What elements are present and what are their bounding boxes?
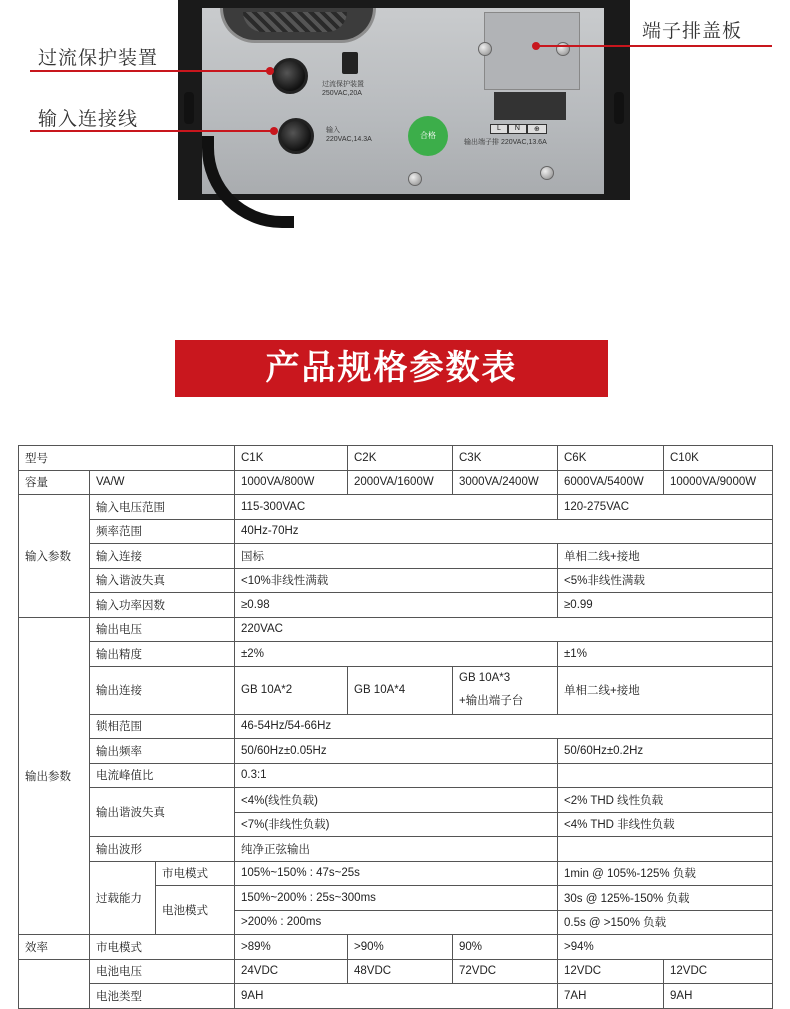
table-cell: 72VDC <box>453 959 558 984</box>
model-c10k: C10K <box>664 446 773 471</box>
rear-panel <box>202 8 604 194</box>
table-cell: 7AH <box>558 984 664 1009</box>
table-cell: 0.3:1 <box>235 763 558 788</box>
table-cell: >200% : 200ms <box>235 910 558 935</box>
table-cell: >90% <box>348 935 453 960</box>
battery-group-label <box>19 959 90 1008</box>
row-label: 输入连接 <box>90 544 235 569</box>
table-cell: >89% <box>235 935 348 960</box>
model-c6k: C6K <box>558 446 664 471</box>
sub-label: 市电模式 <box>156 861 235 886</box>
input-group-label: 输入参数 <box>19 495 90 618</box>
spec-table <box>18 445 773 1009</box>
table-cell: 48VDC <box>348 959 453 984</box>
table-row <box>19 959 773 984</box>
table-cell: 150%~200% : 25s~300ms <box>235 886 558 911</box>
table-row <box>19 714 773 739</box>
table-cell: ±2% <box>235 642 558 667</box>
side-handle <box>614 92 624 124</box>
table-cell: 单相二线+接地 <box>558 544 773 569</box>
table-cell: 40Hz-70Hz <box>235 519 773 544</box>
input-cable <box>202 136 294 228</box>
table-row <box>19 763 773 788</box>
table-cell <box>453 666 558 714</box>
table-row <box>19 519 773 544</box>
callout-dot <box>266 67 274 75</box>
terminal-block <box>494 92 566 120</box>
table-cell: 9AH <box>235 984 558 1009</box>
product-photo <box>178 0 630 200</box>
row-label: 市电模式 <box>90 935 235 960</box>
table-cell: 9AH <box>664 984 773 1009</box>
table-row <box>19 617 773 642</box>
row-label: 输出连接 <box>90 666 235 714</box>
row-label: 电池电压 <box>90 959 235 984</box>
callout-line <box>30 70 270 72</box>
table-cell: 1min @ 105%-125% 负载 <box>558 861 773 886</box>
table-row <box>19 984 773 1009</box>
table-cell: 120-275VAC <box>558 495 773 520</box>
terminal-n: N <box>508 124 527 134</box>
table-cell <box>558 837 773 862</box>
table-row <box>19 470 773 495</box>
callout-input-cable: 输入连接线 <box>38 109 139 130</box>
callout-breaker: 过流保护装置 <box>38 48 159 69</box>
table-cell: <4%(线性负载) <box>235 788 558 813</box>
table-cell: <10%非线性满载 <box>235 568 558 593</box>
table-row <box>19 495 773 520</box>
table-cell: 单相二线+接地 <box>558 666 773 714</box>
row-label: 输出谐波失真 <box>90 788 235 837</box>
row-label: 输入功率因数 <box>90 593 235 618</box>
table-cell: 90% <box>453 935 558 960</box>
side-handle <box>184 92 194 124</box>
table-cell: GB 10A*2 <box>235 666 348 714</box>
row-label: 输出电压 <box>90 617 235 642</box>
table-cell: 国标 <box>235 544 558 569</box>
table-cell: 115-300VAC <box>235 495 558 520</box>
table-row <box>19 935 773 960</box>
table-cell: GB 10A*4 <box>348 666 453 714</box>
table-cell: 46-54Hz/54-66Hz <box>235 714 773 739</box>
table-cell: 纯净正弦输出 <box>235 837 558 862</box>
table-row <box>19 593 773 618</box>
model-c2k: C2K <box>348 446 453 471</box>
row-label: 输出波形 <box>90 837 235 862</box>
row-label: 频率范围 <box>90 519 235 544</box>
table-cell: 2000VA/1600W <box>348 470 453 495</box>
table-cell: >94% <box>558 935 773 960</box>
table-cell: <2% THD 线性负载 <box>558 788 773 813</box>
table-row <box>19 861 773 886</box>
row-label: 输入谐波失真 <box>90 568 235 593</box>
breaker-knob <box>272 58 308 94</box>
table-cell: 220VAC <box>235 617 773 642</box>
row-label: 输出精度 <box>90 642 235 667</box>
table-cell: 0.5s @ >150% 负载 <box>558 910 773 935</box>
table-row <box>19 544 773 569</box>
qc-sticker: 合格 <box>408 116 448 156</box>
row-label: 输入电压范围 <box>90 495 235 520</box>
table-cell: 10000VA/9000W <box>664 470 773 495</box>
table-cell: ≥0.99 <box>558 593 773 618</box>
callout-dot <box>532 42 540 50</box>
table-cell: 24VDC <box>235 959 348 984</box>
table-cell: ±1% <box>558 642 773 667</box>
table-cell: ≥0.98 <box>235 593 558 618</box>
model-c3k: C3K <box>453 446 558 471</box>
callout-dot <box>270 127 278 135</box>
table-row <box>19 642 773 667</box>
callout-terminal-cover: 端子排盖板 <box>642 21 743 42</box>
row-label: 锁相范围 <box>90 714 235 739</box>
callout-line <box>536 45 772 47</box>
sub-label: 电池模式 <box>156 886 235 935</box>
screw-icon <box>540 166 554 180</box>
table-cell <box>558 763 773 788</box>
row-label: 输出频率 <box>90 739 235 764</box>
table-cell: <5%非线性满载 <box>558 568 773 593</box>
breaker-label: 过流保护装置 250VAC,20A <box>322 81 364 97</box>
output-group-label: 输出参数 <box>19 617 90 935</box>
table-cell: 1000VA/800W <box>235 470 348 495</box>
output-label: 输出端子排 220VAC,13.6A <box>464 139 547 146</box>
screw-icon <box>408 172 422 186</box>
table-row <box>19 788 773 813</box>
table-cell: 3000VA/2400W <box>453 470 558 495</box>
terminal-l: L <box>490 124 508 134</box>
table-cell: <4% THD 非线性负载 <box>558 812 773 837</box>
capacity-label: 容量 <box>19 470 90 495</box>
row-label: 电池类型 <box>90 984 235 1009</box>
terminal-labels <box>490 124 547 134</box>
table-cell: 105%~150% : 47s~25s <box>235 861 558 886</box>
table-cell: 30s @ 125%-150% 负载 <box>558 886 773 911</box>
table-cell: 12VDC <box>558 959 664 984</box>
cell-line: GB 10A*3 <box>459 672 511 684</box>
table-row <box>19 666 773 714</box>
table-cell: <7%(非线性负载) <box>235 812 558 837</box>
table-cell: 6000VA/5400W <box>558 470 664 495</box>
table-row <box>19 739 773 764</box>
capacity-unit: VA/W <box>90 470 235 495</box>
input-label: 输入 220VAC,14.3A <box>326 127 372 143</box>
table-row <box>19 568 773 593</box>
table-cell: 12VDC <box>664 959 773 984</box>
row-label: 电流峰值比 <box>90 763 235 788</box>
table-row <box>19 837 773 862</box>
dip-switch <box>342 52 358 74</box>
table-cell: 50/60Hz±0.2Hz <box>558 739 773 764</box>
table-cell: 50/60Hz±0.05Hz <box>235 739 558 764</box>
model-label: 型号 <box>19 446 235 471</box>
screw-icon <box>478 42 492 56</box>
spec-table-title: 产品规格参数表 <box>175 340 608 397</box>
cell-line: +输出端子台 <box>459 695 524 707</box>
model-c1k: C1K <box>235 446 348 471</box>
efficiency-label: 效率 <box>19 935 90 960</box>
fan-grille <box>220 8 376 43</box>
callout-line <box>30 130 274 132</box>
terminal-ground: ⊕ <box>527 124 547 134</box>
row-label: 过载能力 <box>90 861 156 935</box>
table-row <box>19 446 773 471</box>
